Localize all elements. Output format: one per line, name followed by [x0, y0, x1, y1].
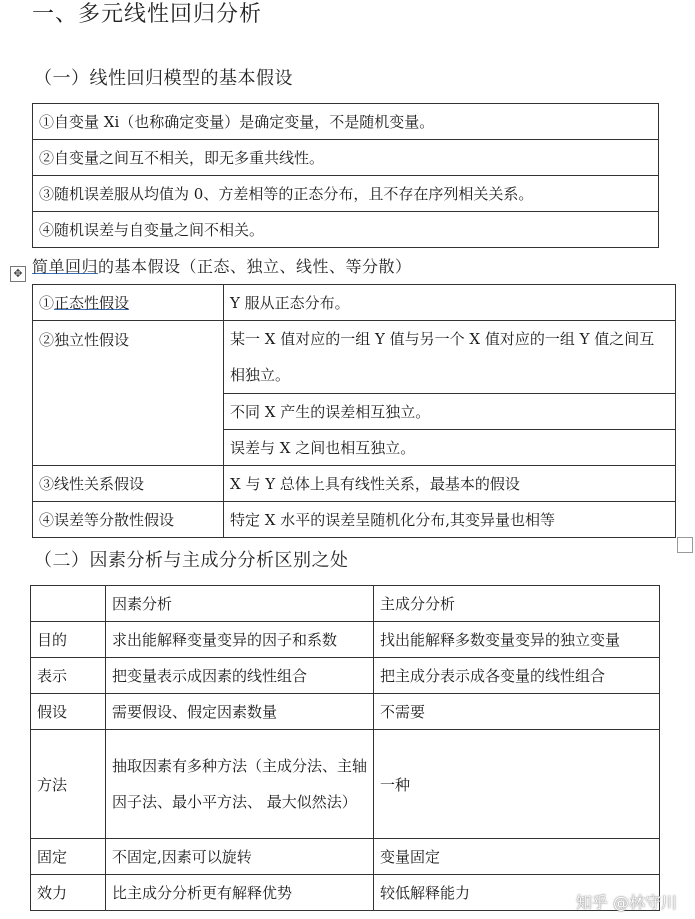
- section1-heading: （一）线性回归模型的基本假设: [34, 68, 293, 89]
- factor-cell: 比主成分分析更有解释优势: [106, 875, 374, 911]
- simple-regression-link[interactable]: 简单回归: [32, 257, 99, 276]
- assumption-desc: Y 服从正态分布。: [224, 285, 676, 321]
- row-label: 假设: [31, 694, 106, 730]
- assumptions-table: [32, 103, 659, 248]
- factor-cell: 不固定,因素可以旋转: [106, 839, 374, 875]
- header-cell: [31, 586, 106, 622]
- factor-cell: 求出能解释变量变异的因子和系数: [106, 622, 374, 658]
- simple-regression-table: [32, 284, 676, 538]
- assumption-name: ①正态性假设: [33, 285, 224, 321]
- assumption-desc: 不同 X 产生的误差相互独立。: [224, 394, 676, 430]
- move-handle-icon[interactable]: ✥: [10, 266, 26, 282]
- row-label: 方法: [31, 730, 106, 839]
- factor-cell: 把变量表示成因素的线性组合: [106, 658, 374, 694]
- assumption-name: ③线性关系假设: [33, 466, 224, 502]
- row-label: 表示: [31, 658, 106, 694]
- assumption-item: ②自变量之间互不相关，即无多重共线性。: [33, 140, 659, 176]
- row-label: 固定: [31, 839, 106, 875]
- page-title: 一、多元线性回归分析: [32, 2, 263, 27]
- header-cell: 主成分分析: [374, 586, 660, 622]
- assumption-desc: 误差与 X 之间也相互独立。: [224, 430, 676, 466]
- section2-heading: （二）因素分析与主成分分析区别之处: [34, 550, 349, 571]
- header-cell: 因素分析: [106, 586, 374, 622]
- resize-handle-icon[interactable]: [677, 537, 693, 553]
- assumption-desc: 特定 X 水平的误差呈随机化分布,其变异量也相等: [224, 502, 676, 538]
- pca-cell: 变量固定: [374, 839, 660, 875]
- pca-cell: 找出能解释多数变量变异的独立变量: [374, 622, 660, 658]
- comparison-table: [30, 585, 660, 911]
- pca-cell: 不需要: [374, 694, 660, 730]
- factor-cell: 需要假设、假定因素数量: [106, 694, 374, 730]
- row-label: 效力: [31, 875, 106, 911]
- row-label: 目的: [31, 622, 106, 658]
- pca-cell: 把主成分表示成各变量的线性组合: [374, 658, 660, 694]
- assumption-item: ④随机误差与自变量之间不相关。: [33, 212, 659, 248]
- pca-cell: 一种: [374, 730, 660, 839]
- assumption-name: ④误差等分散性假设: [33, 502, 224, 538]
- assumption-item: ③随机误差服从均值为 0、方差相等的正态分布，且不存在序列相关关系。: [33, 176, 659, 212]
- assumption-desc: 某一 X 值对应的一组 Y 值与另一个 X 值对应的一组 Y 值之间互相独立。: [224, 321, 676, 394]
- assumption-name: ②独立性假设: [33, 321, 224, 466]
- assumption-desc: X 与 Y 总体上具有线性关系，最基本的假设: [224, 466, 676, 502]
- watermark: 知乎 @林守川: [575, 893, 677, 912]
- simple-regression-heading: 简单回归的基本假设（正态、独立、线性、等分散）: [32, 257, 412, 276]
- normality-link[interactable]: 正态性假设: [54, 294, 130, 312]
- assumption-item: ①自变量 Xi（也称确定变量）是确定变量，不是随机变量。: [33, 104, 659, 140]
- factor-cell: 抽取因素有多种方法（主成分法、主轴因子法、最小平方法、 最大似然法）: [106, 730, 374, 839]
- pca-cell: 较低解释能力: [374, 875, 660, 911]
